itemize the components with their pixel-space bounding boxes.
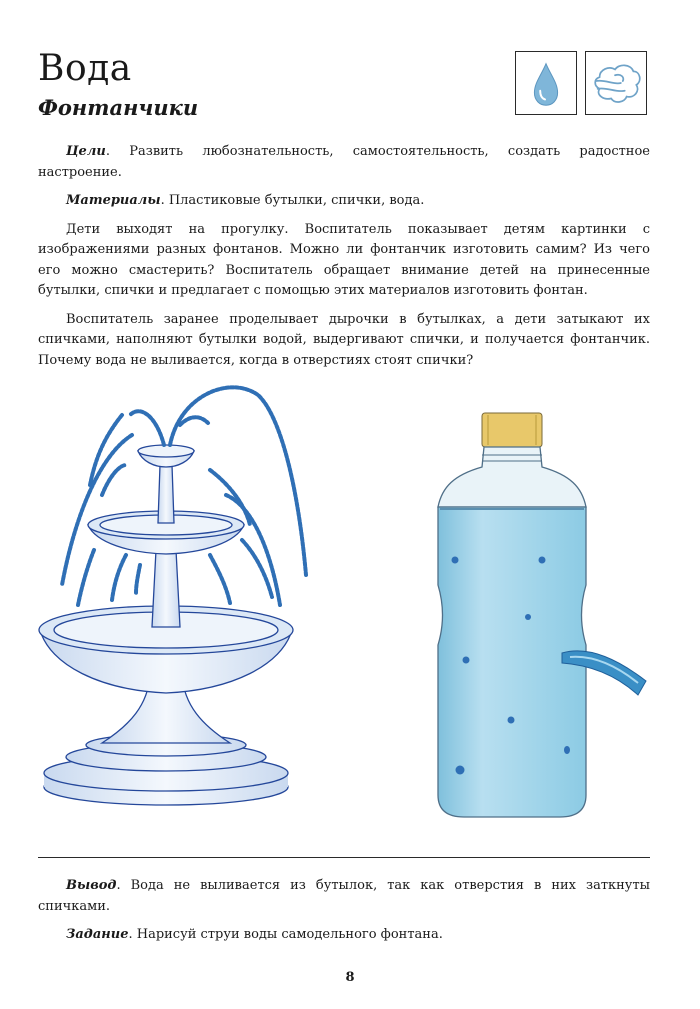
task-paragraph (38, 925, 650, 946)
footer-text (38, 876, 650, 954)
fountain-water-sprays (62, 387, 306, 605)
illustration (30, 375, 670, 835)
body-text (38, 142, 650, 379)
conclusion-paragraph (38, 876, 650, 917)
conclusion-text: . Вода не выливается из бутылок, так как отверстия в них заткнуты спичками. (38, 878, 650, 914)
water-drop-icon (515, 51, 577, 115)
goals-label: Цели (66, 144, 106, 159)
divider (38, 857, 650, 858)
page-subtitle: Фонтанчики (38, 95, 199, 120)
water-bottle-illustration (438, 413, 646, 817)
conclusion-label: Вывод (66, 878, 117, 893)
materials-label: Материалы (66, 193, 161, 208)
goals-paragraph (38, 142, 650, 183)
fountain-illustration (39, 445, 293, 805)
wind-icon (585, 51, 647, 115)
materials-text: . Пластиковые бутылки, спички, вода. (160, 193, 425, 208)
page-number: 8 (345, 970, 355, 985)
goals-text: . Развить любознательность, самостоятельность, создать радостное настроение. (38, 144, 650, 180)
page-title: Вода (38, 48, 132, 89)
task-text: . Нарисуй струи воды самодельного фонтана. (128, 927, 443, 942)
description-paragraph-1: Дети выходят на прогулку. Воспитатель показывает детям картинки с изображениями разных фонтанов. Можно ли фонтанчик изготовить самим? Из чего его можно смастерить? Воспитатель обращает внимание детей на принесенные бутылки, спички и предлагает с помощью этих материалов изготовить фонтан. (38, 221, 650, 298)
task-label: Задание (66, 927, 129, 942)
materials-paragraph (38, 191, 650, 212)
description-paragraph-2: Воспитатель заранее проделывает дырочки в бутылках, а дети затыкают их спичками, наполняют бутылки водой, выдергивают спички, и получается фонтанчик. Почему вода не выливается, когда в отверстиях стоят спички? (38, 311, 650, 368)
